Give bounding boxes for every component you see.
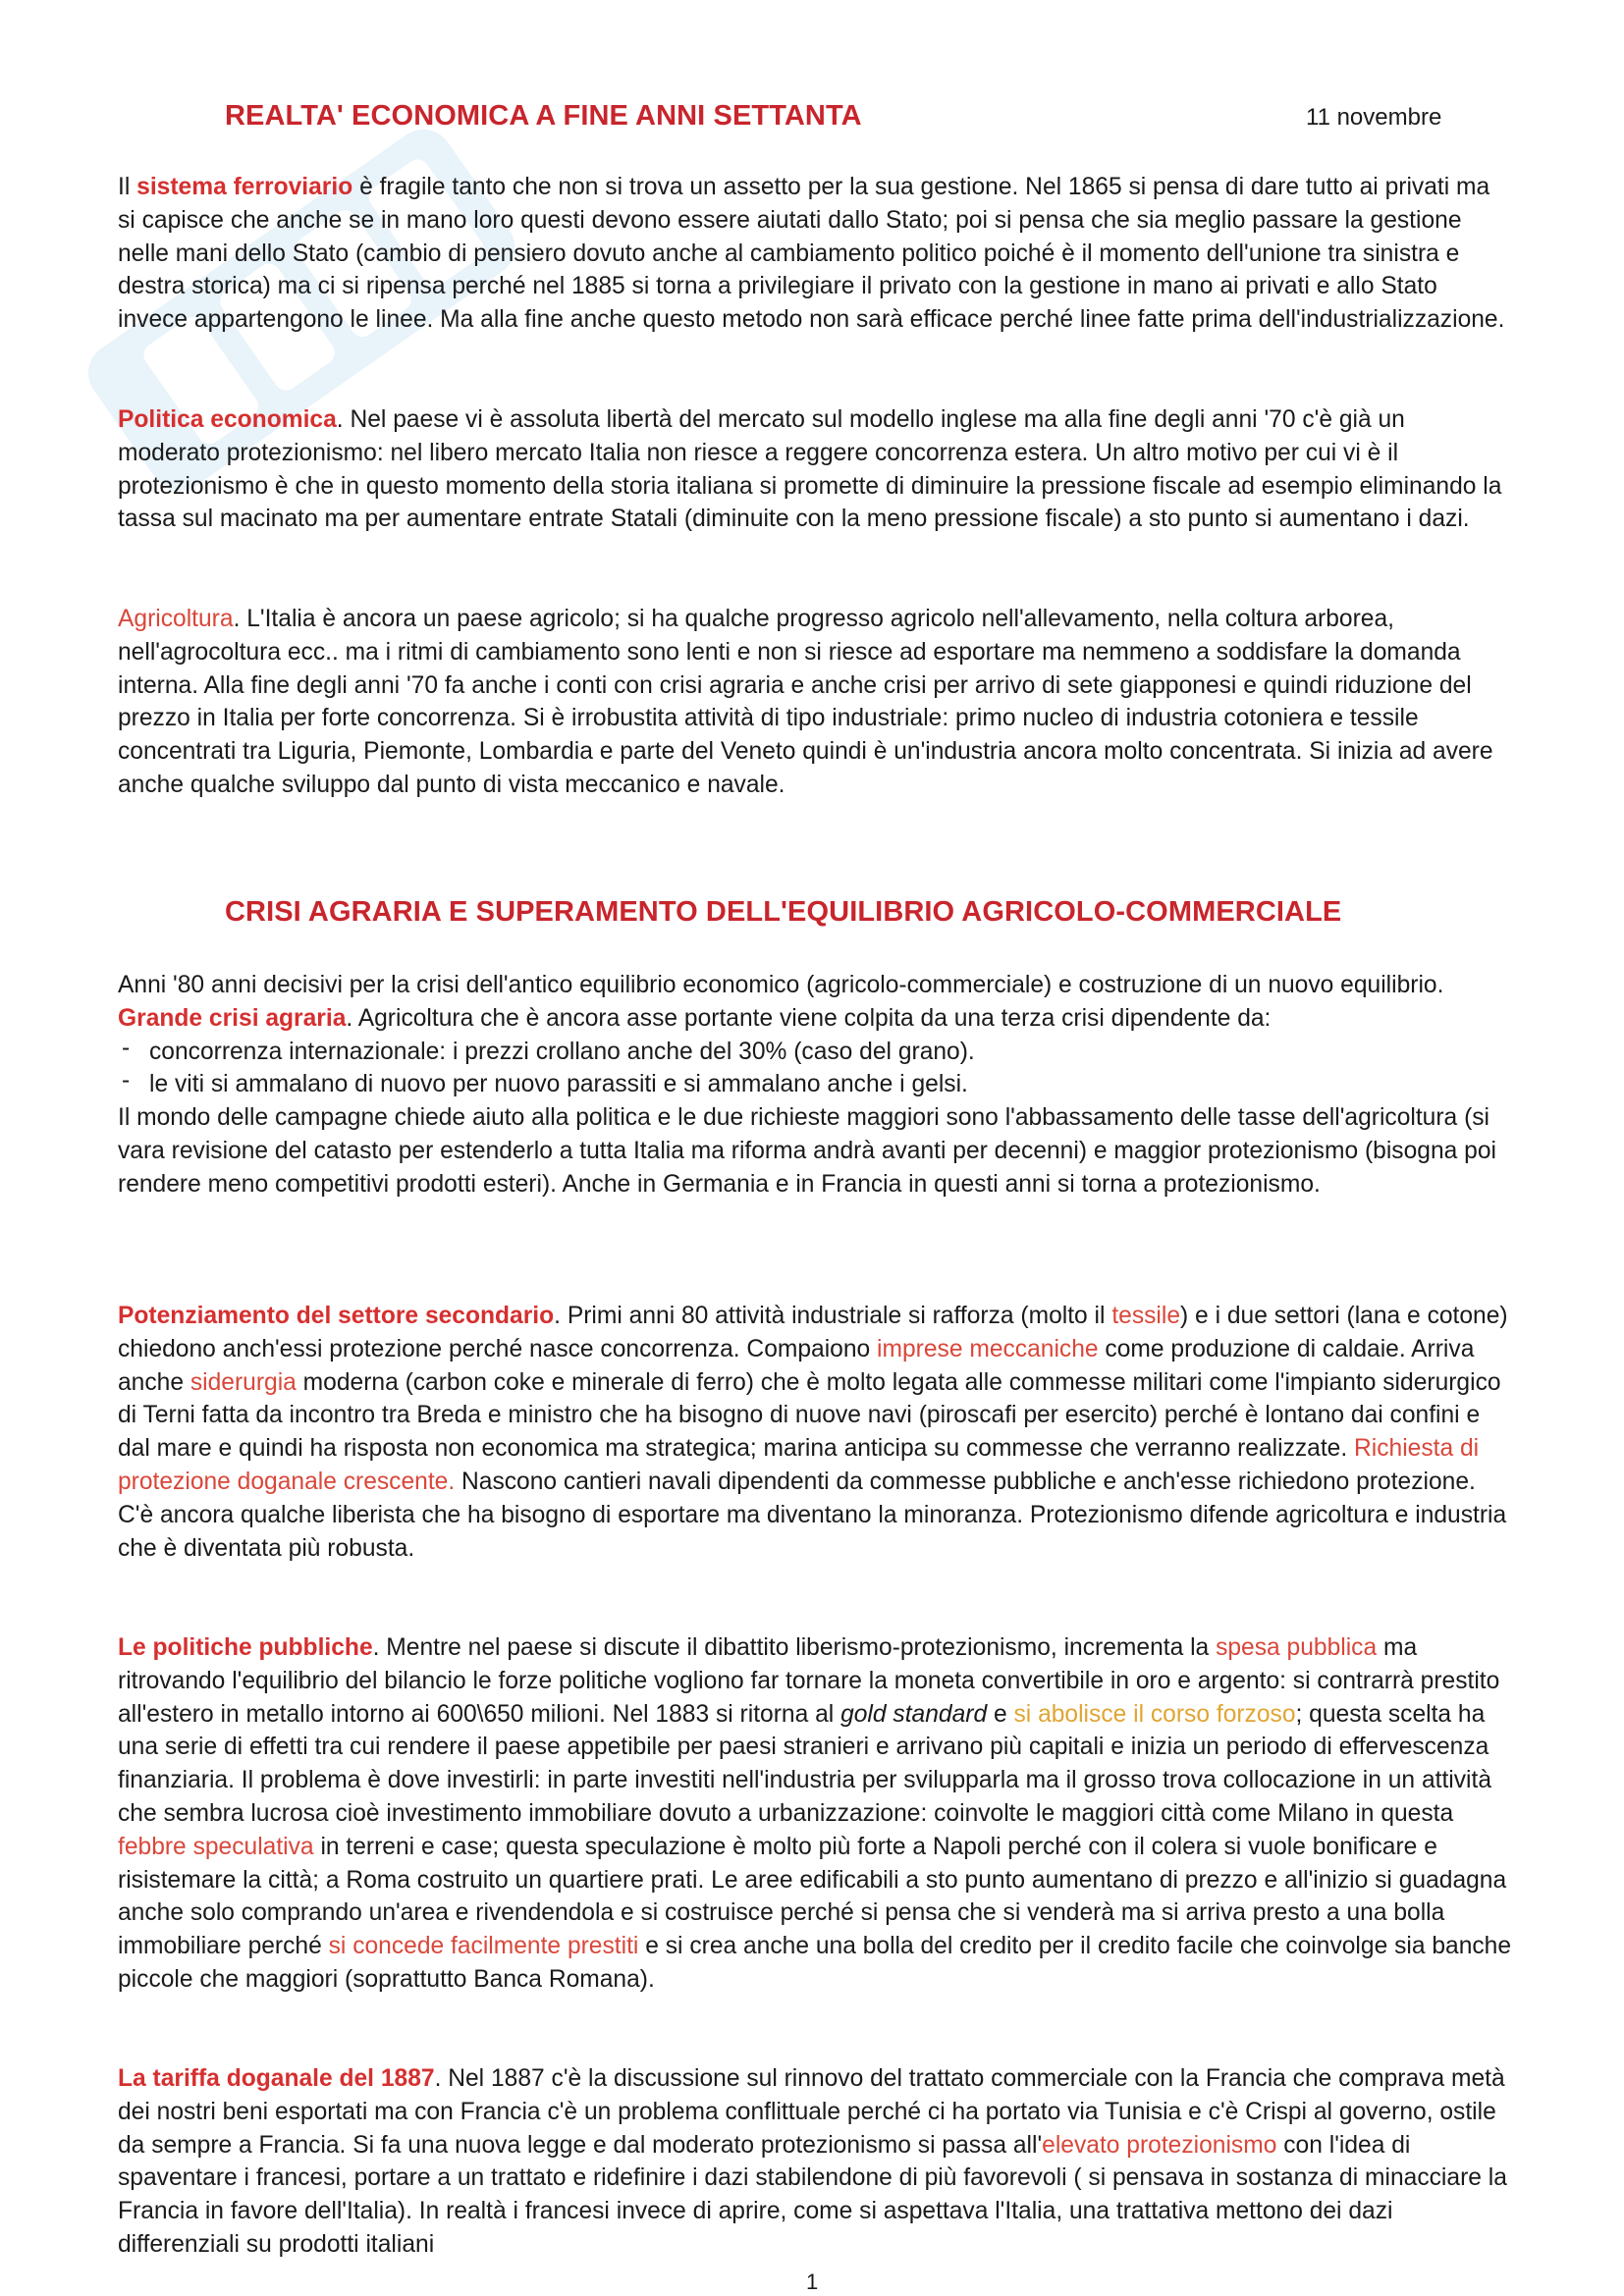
list-item: - concorrenza internazionale: i prezzi crollano anche del 30% (caso del grano). — [118, 1036, 1512, 1069]
section-title: CRISI AGRARIA E SUPERAMENTO DELL'EQUILIBRIO AGRICOLO-COMMERCIALE — [225, 896, 1342, 928]
bullet-list — [118, 1036, 1512, 1102]
keyword-politica-economica: Politica economica — [118, 406, 337, 433]
keyword-potenziamento-settore-secondario: Potenziamento del settore secondario — [118, 1303, 555, 1329]
keyword-tariffa-doganale-1887: La tariffa doganale del 1887 — [118, 2065, 435, 2092]
keyword-politiche-pubbliche: Le politiche pubbliche — [118, 1634, 373, 1661]
keyword-grande-crisi-agraria: Grande crisi agraria — [118, 1004, 347, 1032]
paragraph-settore-secondario: Potenziamento del settore secondario. Primi anni 80 attività industriale si rafforza (molto il tessile) e i due settori (lana e cotone) chiedono anch'essi protezione perché nasce concorrenza. Compaiono imprese meccaniche come produzione di caldaie. Arriva anche siderurgia moderna (carbon coke e minerale di ferro) che è molto legata alle commesse militari come l'impianto siderurgico di Terni fatta da incontro tra Breda e ministro che ha bisogno di nuove navi (piroscafi per esercito) perché è lontano dai confini e dal mare e quindi ha risposta non economica ma strategica; marina anticipa su commesse che verranno realizzate. Richiesta di protezione doganale crescente. Nascono cantieri navali dipendenti da commesse pubbliche e anch'esse richiedono protezione. C'è ancora qualche liberista che ha bisogno di esportare ma diventano la minoranza. Protezionismo difende agricoltura e industria che è diventata più robusta. — [118, 1303, 1508, 1562]
paragraph-crisi-agraria: Anni '80 anni decisivi per la crisi dell'antico equilibrio economico (agricolo-commerciale) e costruzione di un nuovo equilibrio. Grande crisi agraria. Agricoltura che è ancora asse portante viene colpita da una terza crisi dipendente da: - concorrenza internazionale: i prezzi crollano anche del 30% (caso del grano). - le viti si ammalano di nuovo per nuovo parassiti e si ammalano anche i gelsi. Il mondo delle campagne chiede aiuto alla politica e le due richieste maggiori sono l'abbassamento delle tasse dell'agricoltura (si vara revisione del catasto per estenderlo a tutta Italia ma riforma andrà avanti per decenni) e maggior protezionismo (bisogna poi rendere meno competitivi prodotti esteri). Anche in Germania e in Francia in questi anni si torna a protezionismo. — [118, 969, 1512, 1201]
page-title: REALTA' ECONOMICA A FINE ANNI SETTANTA — [225, 100, 862, 132]
keyword-agricoltura: Agricoltura — [118, 606, 234, 632]
paragraph-tariffa-doganale: La tariffa doganale del 1887. Nel 1887 c'è la discussione sul rinnovo del trattato commerciale con la Francia che comprava metà dei nostri beni esportati ma con Francia c'è un problema conflittuale perché ci ha portato via Tunisia e c'è Crispi al governo, ostile da sempre a Francia. Si fa una nuova legge e dal moderato protezionismo si passa all'elevato protezionismo con l'idea di spaventare i francesi, portare a un trattato e ridefinire i dazi stabilendone di più favorevoli ( si pensava in sostanza di minacciare la Francia in favore dell'Italia). In realtà i francesi invece di aprire, come si aspettava l'Italia, una trattativa mettono dei dazi differenziali su prodotti italiani — [118, 2065, 1507, 2258]
page-number: 1 — [806, 2269, 819, 2294]
paragraph-politiche-pubbliche: Le politiche pubbliche. Mentre nel paese si discute il dibattito liberismo-protezionismo, incrementa la spesa pubblica ma ritrovando l'equilibrio del bilancio le forze politiche vogliono far tornare la moneta convertibile in oro e argento: si contrarrà prestito all'estero in metallo intorno ai 600\650 milioni. Nel 1883 si ritorna al gold standard e si abolisce il corso forzoso; questa scelta ha una serie di effetti tra cui rendere il paese appetibile per paesi stranieri e arrivano più capitali e inizia un periodo di effervescenza finanziaria. Il problema è dove investirli: in parte investiti nell'industria per svilupparla ma il grosso trova collocazione in un attività che sembra lucrosa cioè investimento immobiliare dovuto a urbanizzazione: coinvolte le maggiori città come Milano in questa febbre speculativa in terreni e case; questa speculazione è molto più forte a Napoli perché con il colera si vuole bonificare e risistemare la città; a Roma costruito un quartiere prati. Le aree edificabili a sto punto aumentano di prezzo e all'inizio si guadagna anche solo comprando un'area e rivendendola e si costruisce perché si pensa che si venderà ma si arriva presto a una bolla immobiliare perché si concede facilmente prestiti e si crea anche una bolla del credito per il credito facile che coinvolge sia banche piccole che maggiori (soprattutto Banca Romana). — [118, 1634, 1512, 1993]
list-item: - le viti si ammalano di nuovo per nuovo parassiti e si ammalano anche i gelsi. — [118, 1068, 1512, 1101]
paragraph-sistema-ferroviario: Il sistema ferroviario è fragile tanto che non si trova un assetto per la sua gestione. Nel 1865 si pensa di dare tutto ai privati ma si capisce che anche se in mano loro questi devono essere aiutati dallo Stato; poi si pensa che sia meglio passare la gestione nelle mani dello Stato (cambio di pensiero dovuto anche al cambiamento politico poiché è il momento dell'unione tra sinistra e destra storica) ma ci si ripensa perché nel 1885 si torna a privilegiare il privato con la gestione in mano ai privati e allo Stato invece appartengono le linee. Ma alla fine anche questo metodo non sarà efficace perché linee fatte prima dell'industrializzazione. — [118, 174, 1505, 334]
paragraph-agricoltura: Agricoltura. L'Italia è ancora un paese agricolo; si ha qualche progresso agricolo nell'allevamento, nella coltura arborea, nell'agrocoltura ecc.. ma i ritmi di cambiamento sono lenti e non si riesce ad esportare ma nemmeno a soddisfare la domanda interna. Alla fine degli anni '70 fa anche i conti con crisi agraria e anche crisi per arrivo di sete giapponesi e quindi riduzione del prezzo in Italia per forte concorrenza. Si è irrobustita attività di tipo industriale: primo nucleo di industria cotoniera e tessile concentrati tra Liguria, Piemonte, Lombardia e parte del Veneto quindi è un'industria ancora molto concentrata. Si inizia ad avere anche qualche sviluppo dal punto di vista meccanico e navale. — [118, 606, 1493, 798]
date-label: 11 novembre — [1306, 104, 1442, 131]
paragraph-politica-economica: Politica economica. Nel paese vi è assoluta libertà del mercato sul modello inglese ma alla fine degli anni '70 c'è già un moderato protezionismo: nel libero mercato Italia non riesce a reggere concorrenza estera. Un altro motivo per cui vi è il protezionismo è che in questo momento della storia italiana si promette di diminuire la pressione fiscale ad esempio eliminando la tassa sul macinato ma per aumentare entrate Statali (diminuite con la meno pressione fiscale) a sto punto si aumentano i dazi. — [118, 406, 1502, 533]
keyword-sistema-ferroviario: sistema ferroviario — [136, 174, 353, 200]
